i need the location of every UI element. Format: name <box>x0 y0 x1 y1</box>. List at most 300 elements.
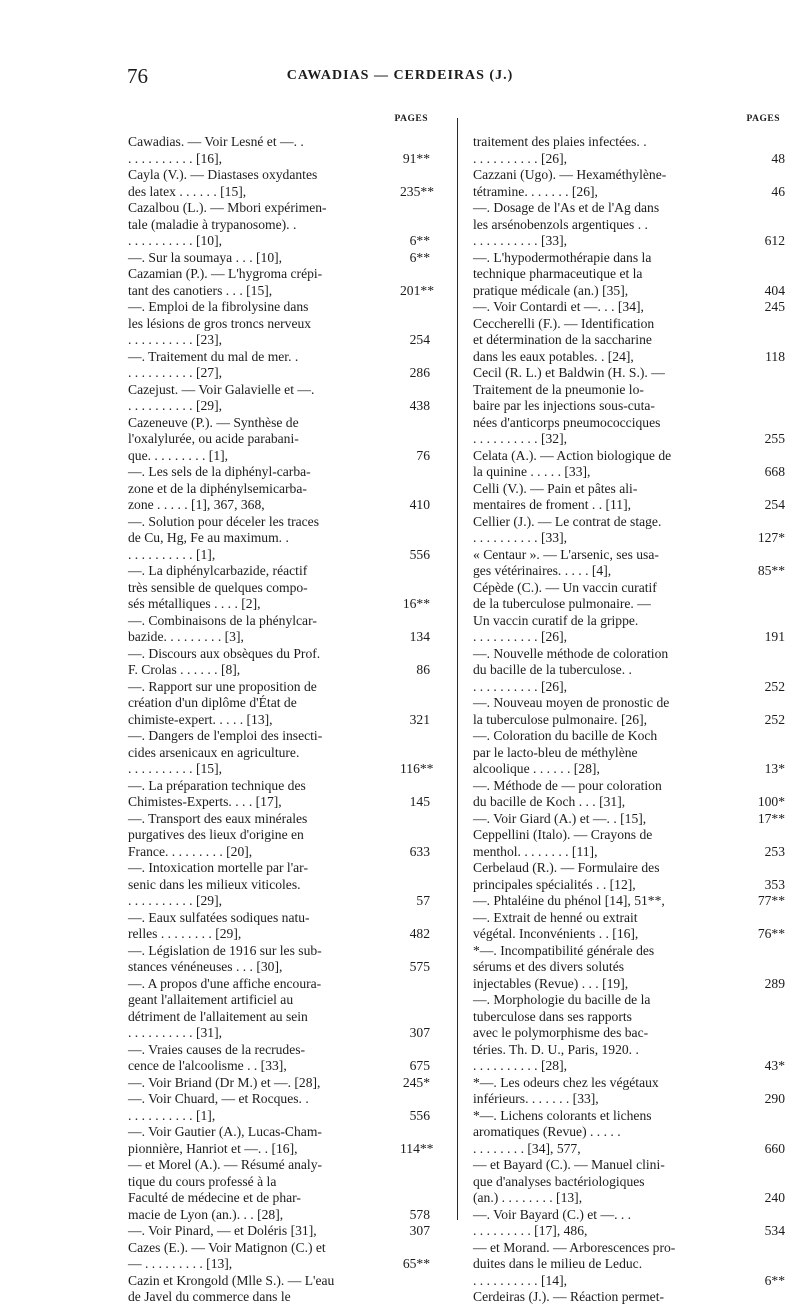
index-line-text: —. Voir Briand (Dr M.) et —. [28], <box>128 1074 321 1090</box>
index-line <box>473 1207 735 1224</box>
index-line <box>473 1256 735 1273</box>
index-line <box>473 415 735 432</box>
index-line <box>473 316 735 333</box>
index-line-text: Traitement de la pneumonie lo- <box>473 381 644 397</box>
index-line <box>128 299 390 316</box>
index-line <box>128 167 390 184</box>
index-line-text: —. Voir Gautier (A.), Lucas-Cham- <box>128 1124 322 1139</box>
index-line-text: macie de Lyon (an.). . . [28], <box>128 1206 284 1222</box>
index-line-text: que d'analyses bactériologiques <box>473 1173 645 1189</box>
index-line <box>128 1009 390 1026</box>
index-line <box>473 1190 785 1207</box>
index-line <box>128 514 390 531</box>
page-reference: 100* <box>757 794 785 809</box>
index-line-text: —. Méthode de — pour coloration <box>473 777 662 793</box>
index-line-text: —. Traitement du mal de mer. . <box>128 348 299 364</box>
index-line <box>473 250 735 267</box>
index-line <box>128 398 430 415</box>
index-line <box>473 646 735 663</box>
page-reference: 534 <box>764 1223 785 1238</box>
index-line <box>473 448 735 465</box>
index-line-text: ges vétérinaires. . . . . [4], <box>473 563 612 578</box>
page-reference: 134 <box>409 629 430 644</box>
page-reference: 575 <box>409 959 430 974</box>
index-line <box>128 1091 390 1108</box>
index-line <box>473 217 735 234</box>
index-line <box>473 332 735 349</box>
index-line <box>473 926 785 943</box>
index-line-text: (an.) . . . . . . . . [13], <box>473 1190 583 1205</box>
index-line-text: dans les eaux potables. . [24], <box>473 348 634 364</box>
index-line <box>128 580 390 597</box>
index-line <box>473 1140 785 1158</box>
index-line-text: —. Voir Pinard, — et Doléris [31], <box>128 1223 317 1238</box>
index-line-text: par le lacto-bleu de méthylène <box>473 744 638 760</box>
index-line <box>473 613 735 630</box>
index-line-text: —. Solution pour déceler les traces <box>128 513 320 529</box>
index-line-text: . . . . . . . . . . [15], <box>128 761 223 776</box>
index-line <box>128 249 430 267</box>
index-line-text: de Cu, Hg, Fe au maximum. . <box>128 530 289 545</box>
index-line-text: téries. Th. D. U., Paris, 1920. . <box>473 1041 639 1057</box>
index-line <box>128 959 430 976</box>
index-line <box>473 481 735 498</box>
index-line <box>473 843 785 861</box>
page-reference: 57 <box>416 893 430 908</box>
index-line-text: zone . . . . . [1], 367, 368, <box>128 497 265 512</box>
page-reference: 240 <box>764 1190 785 1205</box>
index-line <box>473 1091 785 1108</box>
index-entries <box>128 134 434 1306</box>
index-line-text: baire par les injections sous-cuta- <box>473 398 655 413</box>
index-line <box>473 183 785 201</box>
index-line-text: —. Transport des eaux minérales <box>128 810 308 826</box>
index-line <box>128 613 390 630</box>
index-line <box>473 1223 785 1240</box>
index-line-text: F. Crolas . . . . . . [8], <box>128 662 241 677</box>
index-line <box>128 745 390 762</box>
index-line-text: —. Discours aux obsèques du Prof. <box>128 645 321 661</box>
page-reference: 245* <box>402 1074 430 1090</box>
index-line <box>128 596 430 613</box>
index-line <box>128 910 390 927</box>
index-line-text: —. Législation de 1916 sur les sub- <box>128 942 322 958</box>
index-line <box>473 1289 735 1306</box>
index-line-text: pionnière, Hanriot et —. . [16], <box>128 1140 298 1156</box>
index-line-text: geant l'allaitement artificiel au <box>128 992 294 1007</box>
index-line-text: tuberculose dans ses rapports <box>473 1008 632 1024</box>
index-line <box>473 876 785 894</box>
index-line <box>473 1157 735 1174</box>
index-line <box>473 1124 735 1141</box>
index-line-text: —. Voir Bayard (C.) et —. . . <box>473 1206 632 1222</box>
index-line <box>128 877 390 894</box>
index-line-text: —. Coloration du bacille de Koch <box>473 728 658 743</box>
index-line <box>473 596 735 613</box>
index-line-text: de Javel du commerce dans le <box>128 1289 291 1304</box>
page-reference: 675 <box>409 1058 430 1073</box>
index-line-text: . . . . . . . . . . [32], <box>473 431 568 446</box>
index-line-text: *—. Lichens colorants et lichens <box>473 1107 652 1123</box>
page-reference: 289 <box>764 975 785 991</box>
index-line <box>128 481 390 498</box>
index-line <box>128 629 430 646</box>
pages-column-header: PAGES <box>394 114 428 124</box>
index-line-text: mentaires de froment . . [11], <box>473 497 632 512</box>
page-reference: 556 <box>409 1107 430 1123</box>
index-line <box>473 1009 735 1026</box>
page-reference: 17** <box>757 810 785 826</box>
index-line-text: — et Morand. — Arborescences pro- <box>473 1239 676 1255</box>
index-line-text: tétramine. . . . . . . [26], <box>473 183 598 199</box>
index-line-text: . . . . . . . . . . [27], <box>128 365 223 380</box>
index-line-text: Celata (A.). — Action biologique de <box>473 447 672 463</box>
index-line-text: stances vénéneuses . . . [30], <box>128 959 283 974</box>
index-line <box>473 464 785 481</box>
index-line <box>473 431 785 448</box>
index-line <box>128 183 434 201</box>
index-line <box>473 497 785 514</box>
index-line-text: . . . . . . . . . . [29], <box>128 398 223 413</box>
index-line-text: Un vaccin curatif de la grippe. <box>473 612 639 628</box>
index-line <box>128 266 390 283</box>
index-line <box>473 282 785 300</box>
index-line <box>473 794 785 811</box>
index-line <box>128 1190 390 1207</box>
index-line <box>128 893 430 910</box>
index-line-text: de la tuberculose pulmonaire. — <box>473 596 651 611</box>
page-reference: 286 <box>409 365 430 380</box>
index-line-text: pratique médicale (an.) [35], <box>473 282 629 298</box>
index-line-text: sés métalliques . . . . [2], <box>128 596 261 611</box>
index-line-text: du bacille de Koch . . . [31], <box>473 794 626 809</box>
page-reference: 254 <box>764 497 785 512</box>
index-line <box>473 943 735 960</box>
index-line <box>128 200 390 217</box>
index-line <box>473 745 735 762</box>
index-line-text: tale (maladie à trypanosome). . <box>128 216 297 232</box>
index-line-text: Cazzani (Ugo). — Hexaméthylène- <box>473 167 667 182</box>
page-reference: 116** <box>400 761 434 776</box>
index-line <box>128 1042 390 1059</box>
index-line-text: . . . . . . . . . . [1], <box>128 1107 216 1123</box>
index-line <box>128 778 390 795</box>
page-reference: 438 <box>409 398 430 413</box>
page-reference: 290 <box>764 1091 785 1106</box>
page-reference: 255 <box>764 431 785 446</box>
index-line <box>128 546 430 564</box>
index-line <box>128 943 390 960</box>
page-reference: 252 <box>764 711 785 727</box>
index-line <box>473 200 735 217</box>
index-line-text: —. Intoxication mortelle par l'ar- <box>128 860 308 875</box>
index-line <box>473 365 735 382</box>
index-line <box>128 695 390 712</box>
index-line <box>473 827 735 844</box>
page-reference: 321 <box>409 711 430 727</box>
page-reference: 86 <box>416 662 430 677</box>
page-reference: 127* <box>757 530 785 545</box>
index-line <box>473 810 785 828</box>
index-line-text: —. Les sels de la diphényl-carba- <box>128 464 311 479</box>
index-line <box>128 1206 430 1224</box>
index-line-text: senic dans les milieux viticoles. <box>128 876 301 892</box>
index-line <box>473 662 735 679</box>
page-reference: 668 <box>764 464 785 479</box>
page-reference: 16** <box>402 596 430 611</box>
page-reference: 556 <box>409 546 430 562</box>
index-line <box>473 1272 785 1290</box>
page-reference: 253 <box>764 843 785 859</box>
page-reference: 201** <box>400 282 434 298</box>
index-line-text: — et Morel (A.). — Résumé analy- <box>128 1157 323 1172</box>
index-line <box>128 447 430 465</box>
index-line <box>128 1058 430 1075</box>
index-line <box>128 711 430 729</box>
index-line-text: Cerdeiras (J.). — Réaction permet- <box>473 1289 664 1304</box>
index-line <box>473 778 735 795</box>
page-reference: 633 <box>409 843 430 859</box>
index-line-text: Chimistes-Experts. . . . [17], <box>128 794 282 809</box>
index-line-text: l'oxalylurée, ou acide parabani- <box>128 431 299 446</box>
index-line-text: Cazes (E.). — Voir Matignon (C.) et <box>128 1239 326 1255</box>
index-line <box>128 150 430 168</box>
page-reference: 191 <box>764 629 785 644</box>
page-reference: 6** <box>764 1272 785 1288</box>
index-line <box>128 976 390 993</box>
index-line-text: —. Dosage de l'As et de l'Ag dans <box>473 200 660 215</box>
index-line <box>473 382 735 399</box>
index-line <box>128 332 430 349</box>
index-line <box>473 167 735 184</box>
index-line-text: Cazejust. — Voir Galavielle et —. <box>128 381 315 397</box>
index-line <box>128 282 434 300</box>
index-line-text: inférieurs. . . . . . . [33], <box>473 1091 599 1106</box>
page-reference: 482 <box>409 926 430 941</box>
index-line-text: Ceccherelli (F.). — Identification <box>473 315 655 331</box>
index-line-text: —. L'hypodermothérapie dans la <box>473 249 652 265</box>
page-reference: 46 <box>771 183 785 199</box>
index-line <box>473 975 785 993</box>
index-line-text: aromatiques (Revue) . . . . . <box>473 1124 621 1139</box>
index-line <box>128 1223 430 1240</box>
page-reference: 145 <box>409 794 430 809</box>
index-line <box>473 563 785 580</box>
index-line <box>473 233 785 250</box>
index-line <box>128 811 390 828</box>
page-reference: 77** <box>757 893 785 908</box>
page-reference: 118 <box>765 348 785 364</box>
index-line-text: Cawadias. — Voir Lesné et —. . <box>128 134 304 149</box>
index-line <box>473 910 735 927</box>
index-line <box>473 1075 735 1092</box>
page-reference: 114** <box>400 1140 434 1156</box>
index-line-text: Ceppellini (Italo). — Crayons de <box>473 827 653 842</box>
index-line-text: —. A propos d'une affiche encoura- <box>128 975 322 991</box>
index-line-text: France. . . . . . . . . [20], <box>128 843 253 859</box>
index-line <box>128 1289 390 1306</box>
page-reference: 13* <box>764 761 785 776</box>
index-line-text: . . . . . . . . . . [16], <box>128 150 223 166</box>
index-line <box>128 1256 430 1273</box>
index-line-text: les arsénobenzols argentiques . . <box>473 216 648 232</box>
page-reference: 43* <box>764 1058 785 1073</box>
pages-column-header: PAGES <box>746 114 780 124</box>
index-line <box>473 1108 735 1125</box>
index-line <box>473 992 735 1009</box>
index-line-text: —. Nouveau moyen de pronostic de <box>473 695 670 710</box>
index-line-text: Cerbelaud (R.). — Formulaire des <box>473 860 660 875</box>
index-line-text: . . . . . . . . . . [10], <box>128 233 223 248</box>
page-reference: 76 <box>416 447 430 463</box>
index-line-text: zone et de la diphénylsemicarba- <box>128 480 307 496</box>
index-line-text: —. Voir Contardi et —. . . [34], <box>473 299 644 314</box>
index-line-text: . . . . . . . . . . [29], <box>128 893 223 908</box>
index-line <box>128 1174 390 1191</box>
index-line-text: . . . . . . . . . . [31], <box>128 1025 223 1040</box>
index-line-text: cence de l'alcoolisme . . [33], <box>128 1058 287 1073</box>
index-line <box>473 860 735 877</box>
index-line <box>128 646 390 663</box>
index-line <box>473 547 735 564</box>
index-line-text: . . . . . . . . . . [26], <box>473 150 568 166</box>
page-reference: 660 <box>764 1140 785 1156</box>
index-line-text: *—. Incompatibilité générale des <box>473 942 655 958</box>
index-line <box>128 349 390 366</box>
index-line-text: —. Rapport sur une proposition de <box>128 678 317 694</box>
index-line-text: traitement des plaies infectées. . <box>473 134 647 149</box>
index-line-text: Cazeneuve (P.). — Synthèse de <box>128 414 299 430</box>
index-line-text: . . . . . . . . . . [26], <box>473 629 568 644</box>
index-line <box>128 382 390 399</box>
page-reference: 612 <box>764 233 785 248</box>
page-reference: 235** <box>400 183 434 199</box>
index-line-text: purgatives des lieux d'origine en <box>128 827 304 842</box>
index-line-text: avec le polymorphisme des bac- <box>473 1025 649 1040</box>
index-line-text: —. Phtaléine du phénol [14], 51**, <box>473 893 665 908</box>
index-line <box>128 316 390 333</box>
index-line-text: tant des canotiers . . . [15], <box>128 282 273 298</box>
index-line-text: —. Extrait de henné ou extrait <box>473 909 638 925</box>
index-line <box>128 365 430 382</box>
index-line-text: chimiste-expert. . . . . [13], <box>128 711 273 727</box>
index-line <box>128 761 434 778</box>
page-reference: 404 <box>764 282 785 298</box>
index-line-text: . . . . . . . . . . [1], <box>128 546 216 562</box>
index-line-text: . . . . . . . . . . [23], <box>128 332 223 347</box>
index-line-text: . . . . . . . . . . [26], <box>473 678 568 694</box>
index-line <box>128 217 390 234</box>
index-line-text: Cayla (V.). — Diastases oxydantes <box>128 167 318 182</box>
index-entries <box>473 134 785 1306</box>
index-line-text: . . . . . . . . . . [33], <box>473 233 568 248</box>
index-line-text: que. . . . . . . . . [1], <box>128 447 229 463</box>
index-line-text: —. Dangers de l'emploi des insecti- <box>128 728 323 743</box>
page-reference: 76** <box>757 926 785 941</box>
index-line <box>473 678 785 696</box>
index-line-text: injectables (Revue) . . . [19], <box>473 975 629 991</box>
index-line-text: —. Morphologie du bacille de la <box>473 992 651 1007</box>
index-line <box>128 728 390 745</box>
index-line <box>473 134 735 151</box>
index-line <box>128 563 390 580</box>
page-reference: 307 <box>409 1223 430 1238</box>
index-line-text: nées d'anticorps pneumococciques <box>473 414 661 430</box>
index-line-text: Faculté de médecine et de phar- <box>128 1190 301 1205</box>
index-line <box>473 959 735 976</box>
index-line <box>473 761 785 778</box>
page-reference: 353 <box>764 876 785 892</box>
page-reference: 85** <box>757 563 785 578</box>
index-line-text: cides arsenicaux en agriculture. <box>128 744 300 760</box>
index-line <box>128 662 430 679</box>
index-line-text: Celli (V.). — Pain et pâtes ali- <box>473 480 638 496</box>
page-reference: 6** <box>409 249 430 265</box>
index-line <box>473 1042 735 1059</box>
index-line <box>128 415 390 432</box>
index-line-text: . . . . . . . . . . [28], <box>473 1058 568 1073</box>
index-line <box>473 530 785 547</box>
page-reference: 245 <box>764 299 785 314</box>
index-line <box>128 431 390 448</box>
index-line <box>128 1240 390 1257</box>
index-line <box>473 1025 735 1042</box>
index-line-text: —. Voir Giard (A.) et —. . [15], <box>473 810 647 826</box>
page-reference: 307 <box>409 1025 430 1040</box>
index-line-text: *—. Les odeurs chez les végétaux <box>473 1074 659 1090</box>
index-line <box>128 134 390 151</box>
index-line-text: —. Eaux sulfatées sodiques natu- <box>128 909 310 925</box>
index-line-text: —. Emploi de la fibrolysine dans <box>128 299 309 314</box>
index-line-text: . . . . . . . . . . [33], <box>473 530 568 545</box>
index-line <box>128 530 390 547</box>
index-line <box>128 827 390 844</box>
index-line <box>473 266 735 283</box>
index-line-text: détriment de l'allaitement au sein <box>128 1008 308 1024</box>
index-line-text: la tuberculose pulmonaire. [26], <box>473 711 648 727</box>
index-line <box>128 233 430 250</box>
index-line-text: duites dans le milieu de Leduc. <box>473 1256 643 1271</box>
index-line-text: Cazalbou (L.). — Mbori expérimen- <box>128 200 327 215</box>
index-line <box>128 1124 390 1141</box>
index-line <box>128 926 430 943</box>
page-reference: 254 <box>409 332 430 347</box>
page-reference: 410 <box>409 497 430 512</box>
index-line <box>473 1058 785 1075</box>
index-line-text: —. La préparation technique des <box>128 777 306 793</box>
index-line-text: technique pharmaceutique et la <box>473 266 643 281</box>
page-reference: 91** <box>402 150 430 166</box>
index-line <box>128 1157 390 1174</box>
index-line <box>128 679 390 696</box>
index-line-text: la quinine . . . . . [33], <box>473 464 591 479</box>
index-line-text: du bacille de la tuberculose. . <box>473 662 632 677</box>
index-line-text: sérums et des divers solutés <box>473 959 625 974</box>
index-line-text: —. Vraies causes de la recrudes- <box>128 1041 306 1057</box>
index-line-text: — . . . . . . . . . [13], <box>128 1256 233 1271</box>
index-line <box>473 629 785 646</box>
index-line-text: principales spécialités . . [12], <box>473 876 636 892</box>
page-reference: 578 <box>409 1206 430 1222</box>
index-line-text: menthol. . . . . . . . [11], <box>473 843 598 859</box>
index-line-text: Cazin et Krongold (Mlle S.). — L'eau <box>128 1272 335 1288</box>
index-line-text: « Centaur ». — L'arsenic, ses usa- <box>473 546 659 562</box>
page-reference: 6** <box>409 233 430 248</box>
index-line <box>473 514 735 531</box>
running-title: CAWADIAS — CERDEIRAS (J.) <box>286 68 514 83</box>
index-line-text: végétal. Inconvénients . . [16], <box>473 926 639 941</box>
index-line <box>128 497 430 514</box>
